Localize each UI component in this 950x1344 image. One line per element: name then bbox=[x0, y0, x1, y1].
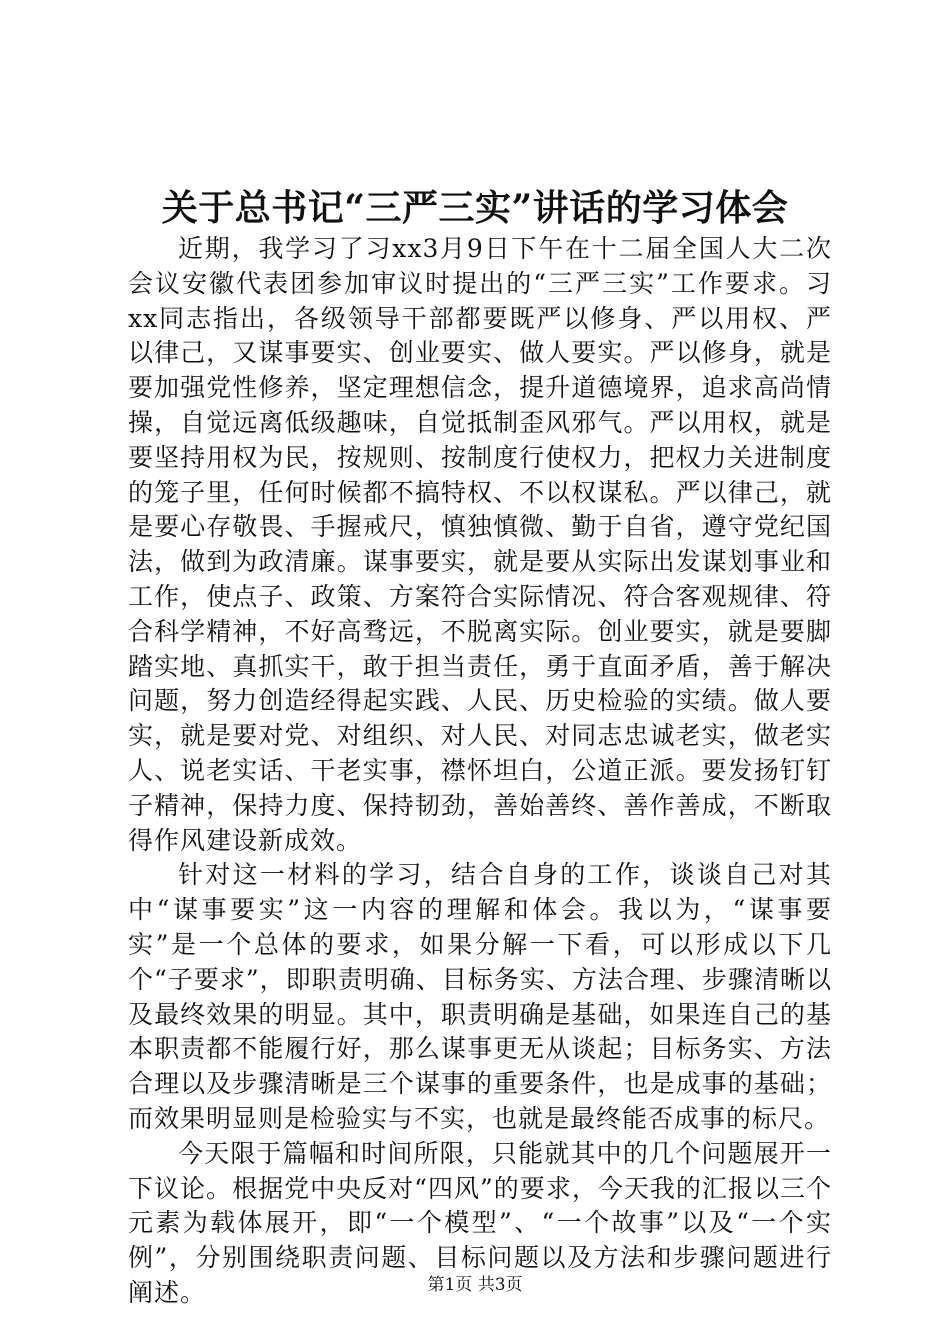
document-body bbox=[128, 232, 832, 1311]
body-paragraph: 今天限于篇幅和时间所限，只能就其中的几个问题展开一下议论。根据党中央反对“四风”的要求，今天我的汇报以三个元素为载体展开，即“一个模型”、“一个故事”以及“一个实例”，分别围绕职责问题、目标问题以及方法和步骤问题进行阐述。 bbox=[128, 1138, 832, 1307]
page-footer: 第1页 共3页 bbox=[427, 1275, 523, 1295]
body-paragraph: 针对这一材料的学习，结合自身的工作，谈谈自己对其中“谋事要实”这一内容的理解和体会。我以为，“谋事要实”是一个总体的要求，如果分解一下看，可以形成以下几个“子要求”，即职责明确、目标务实、方法合理、步骤清晰以及最终效果的明显。其中，职责明确是基础，如果连自己的基本职责都不能履行好，那么谋事更无从谈起；目标务实、方法合理以及步骤清晰是三个谋事的重要条件，也是成事的基础；而效果明显则是检验实与不实，也就是最终能否成事的标尺。 bbox=[128, 860, 832, 1133]
document-title: 关于总书记“三严三实”讲话的学习体会 bbox=[161, 187, 789, 229]
body-paragraph: 近期，我学习了习xx3月9日下午在十二届全国人大二次会议安徽代表团参加审议时提出的“三严三实”工作要求。习xx同志指出，各级领导干部都要既严以修身、严以用权、严以律己，又谋事要实、创业要实、做人要实。严以修身，就是要加强党性修养，坚定理想信念，提升道德境界，追求高尚情操，自觉远离低级趣味，自觉抵制歪风邪气。严以用权，就是要坚持用权为民，按规则、按制度行使权力，把权力关进制度的笼子里，任何时候都不搞特权、不以权谋私。严以律己，就是要心存敬畏、手握戒尺，慎独慎微、勤于自省，遵守党纪国法，做到为政清廉。谋事要实，就是要从实际出发谋划事业和工作，使点子、政策、方案符合实际情况、符合客观规律、符合科学精神，不好高骛远，不脱离实际。创业要实，就是要脚踏实地、真抓实干，敢于担当责任，勇于直面矛盾，善于解决问题，努力创造经得起实践、人民、历史检验的实绩。做人要实，就是要对党、对组织、对人民、对同志忠诚老实，做老实人、说老实话、干老实事，襟怀坦白，公道正派。要发扬钉钉子精神，保持力度、保持韧劲，善始善终、善作善成，不断取得作风建设新成效。 bbox=[128, 234, 832, 855]
